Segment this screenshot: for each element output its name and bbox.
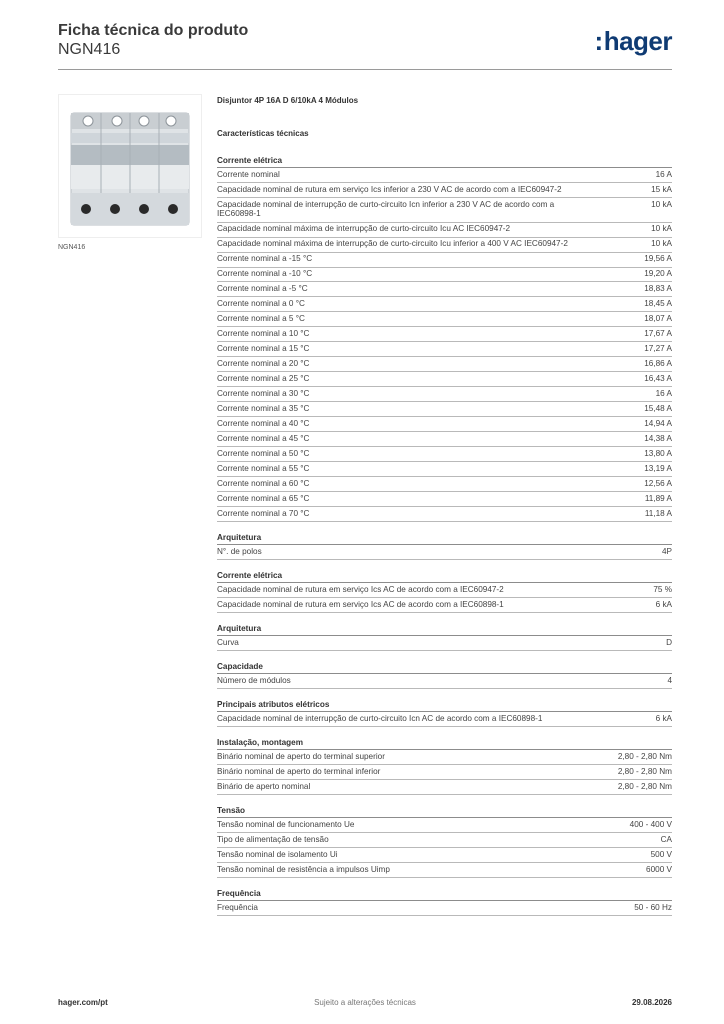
spec-value: 18,83 A: [644, 284, 672, 294]
spec-label: Número de módulos: [217, 675, 291, 685]
product-image: [58, 94, 202, 238]
spec-row: [217, 297, 672, 312]
spec-group-title: Frequência: [217, 888, 672, 901]
spec-row: [217, 863, 672, 878]
spec-value: 11,89 A: [644, 493, 672, 503]
spec-label: Corrente nominal a 55 °C: [217, 463, 310, 473]
spec-label: Corrente nominal: [217, 169, 280, 179]
product-code: NGN416: [58, 41, 121, 58]
spec-row: [217, 268, 672, 283]
spec-label: Corrente nominal a 10 °C: [217, 329, 310, 339]
spec-row: [217, 507, 672, 522]
spec-label: Capacidade nominal de rutura em serviço Ics AC de acordo com a IEC60947-2: [217, 584, 504, 594]
spec-row: [217, 780, 672, 795]
spec-row: [217, 253, 672, 268]
spec-label: Capacidade nominal de interrupção de curto-circuito Icn AC de acordo com a IEC60898-1: [217, 713, 543, 723]
spec-value: 4: [667, 675, 672, 685]
spec-label: Frequência: [217, 902, 258, 912]
spec-row: [217, 342, 672, 357]
spec-value: CA: [660, 834, 672, 844]
page-footer: [58, 998, 672, 1012]
spec-label: Tipo de alimentação de tensão: [217, 834, 329, 844]
spec-group: [217, 532, 672, 560]
spec-label: Corrente nominal a 50 °C: [217, 448, 310, 458]
spec-value: 11,18 A: [644, 508, 672, 518]
spec-value: 18,45 A: [644, 299, 672, 309]
spec-value: 400 - 400 V: [629, 819, 672, 829]
spec-label: Corrente nominal a 20 °C: [217, 359, 310, 368]
spec-value: 16 A: [655, 388, 672, 398]
spec-value: 18,07 A: [644, 314, 672, 324]
spec-row: [217, 636, 672, 651]
spec-row: [217, 312, 672, 327]
footer-notice: Sujeito a alterações técnicas: [314, 998, 416, 1007]
page-header: [58, 20, 672, 70]
spec-label: Corrente nominal a 40 °C: [217, 418, 310, 428]
spec-row: [217, 901, 672, 916]
spec-row: [217, 750, 672, 765]
spec-value: 16,43 A: [644, 373, 672, 383]
hager-logo: :hager: [594, 26, 672, 56]
spec-row: [217, 848, 672, 863]
spec-label: N°. de polos: [217, 546, 262, 556]
spec-label: Capacidade nominal de rutura em serviço Ics inferior a 230 V AC de acordo com a IEC60947-2: [217, 184, 562, 194]
spec-value: 50 - 60 Hz: [634, 902, 672, 912]
circuit-breaker-image: [59, 95, 201, 237]
spec-row: [217, 327, 672, 342]
image-caption: NGN416: [58, 244, 86, 251]
spec-row: [217, 712, 672, 727]
spec-label: Capacidade nominal de rutura em serviço Ics AC de acordo com a IEC60898-1: [217, 599, 504, 609]
spec-row: [217, 387, 672, 402]
spec-group-title: Instalação, montagem: [217, 737, 672, 750]
spec-value: 17,67 A: [644, 329, 672, 339]
spec-label: Binário de aperto nominal: [217, 781, 311, 791]
spec-row: [217, 168, 672, 183]
spec-group: [217, 737, 672, 795]
spec-row: [217, 818, 672, 833]
spec-label: Corrente nominal a 15 °C: [217, 344, 310, 354]
spec-label: Capacidade nominal máxima de interrupção de curto-circuito Icu AC IEC60947-2: [217, 224, 511, 234]
spec-group: [217, 623, 672, 651]
spec-value: 10 kA: [651, 224, 672, 234]
spec-row: [217, 198, 672, 223]
spec-value: 6000 V: [646, 864, 672, 874]
spec-group-title: Principais atributos elétricos: [217, 699, 672, 712]
spec-group: [217, 888, 672, 916]
spec-value: 2,80 - 2,80 Nm: [617, 766, 672, 776]
spec-row: [217, 417, 672, 432]
spec-value: 13,19 A: [644, 463, 672, 473]
product-description: Disjuntor 4P 16A D 6/10kA 4 Módulos: [217, 96, 359, 105]
spec-label: Binário nominal de aperto do terminal superior: [217, 751, 385, 761]
spec-row: [217, 477, 672, 492]
spec-group: [217, 661, 672, 689]
spec-label: Corrente nominal a 0 °C: [217, 299, 305, 309]
spec-value: 17,27 A: [644, 344, 672, 354]
spec-group: [217, 805, 672, 878]
spec-value: 2,80 - 2,80 Nm: [617, 751, 672, 761]
spec-label: Corrente nominal a 5 °C: [217, 314, 305, 324]
footer-date: 29.08.2026: [631, 998, 672, 1007]
spec-row: [217, 223, 672, 238]
spec-value: 75 %: [653, 584, 672, 594]
spec-value: 14,94 A: [644, 418, 672, 428]
spec-group: [217, 155, 672, 522]
spec-row: [217, 238, 672, 253]
spec-label: Capacidade nominal máxima de interrupção de curto-circuito Icu inferior a 400 V AC IEC60947-2: [217, 239, 568, 249]
spec-groups: [217, 155, 672, 916]
spec-value: 14,38 A: [644, 433, 672, 443]
spec-label: Corrente nominal a -15 °C: [217, 254, 313, 264]
spec-value: 10 kA: [651, 239, 672, 249]
spec-value: 16,86 A: [644, 359, 672, 368]
spec-row: [217, 492, 672, 507]
spec-row: [217, 545, 672, 560]
spec-label: Corrente nominal a 70 °C: [217, 508, 310, 518]
spec-value: D: [666, 637, 672, 647]
spec-group-title: Corrente elétrica: [217, 570, 672, 583]
spec-label: Corrente nominal a -5 °C: [217, 284, 308, 294]
spec-label: Curva: [217, 637, 239, 647]
spec-value: 16 A: [655, 169, 672, 179]
spec-value: 12,56 A: [644, 478, 672, 488]
spec-value: 15,48 A: [644, 403, 672, 413]
spec-label: Tensão nominal de funcionamento Ue: [217, 819, 355, 829]
spec-row: [217, 183, 672, 198]
spec-group: [217, 699, 672, 727]
spec-group-title: Arquitetura: [217, 532, 672, 545]
document-title: Ficha técnica do produto: [58, 22, 249, 39]
spec-value: 10 kA: [651, 199, 672, 209]
spec-label: Corrente nominal a 45 °C: [217, 433, 310, 443]
spec-value: 500 V: [650, 849, 672, 859]
spec-row: [217, 282, 672, 297]
specs-content: [217, 96, 672, 916]
spec-row: [217, 462, 672, 477]
spec-value: 15 kA: [651, 184, 672, 194]
spec-value: 13,80 A: [644, 448, 672, 458]
spec-value: 2,80 - 2,80 Nm: [617, 781, 672, 791]
spec-row: [217, 765, 672, 780]
spec-row: [217, 447, 672, 462]
spec-value: 19,56 A: [644, 254, 672, 264]
spec-label: Binário nominal de aperto do terminal inferior: [217, 766, 381, 776]
spec-label: Tensão nominal de resistência a impulsos Uimp: [217, 864, 390, 874]
spec-value: 6 kA: [655, 599, 672, 609]
spec-group-title: Capacidade: [217, 661, 672, 674]
spec-group-title: Tensão: [217, 805, 672, 818]
spec-row: [217, 833, 672, 848]
spec-group-title: Corrente elétrica: [217, 155, 672, 168]
footer-website: hager.com/pt: [58, 998, 108, 1007]
spec-value: 4P: [661, 546, 672, 556]
spec-label: Corrente nominal a -10 °C: [217, 269, 313, 279]
spec-row: [217, 598, 672, 613]
spec-row: [217, 674, 672, 689]
spec-label: Corrente nominal a 65 °C: [217, 493, 310, 503]
section-title: Características técnicas: [217, 129, 309, 138]
spec-row: [217, 432, 672, 447]
spec-label: Corrente nominal a 60 °C: [217, 478, 310, 488]
spec-row: [217, 357, 672, 372]
spec-group: [217, 570, 672, 613]
spec-label: Corrente nominal a 35 °C: [217, 403, 310, 413]
spec-label: Corrente nominal a 30 °C: [217, 388, 310, 398]
spec-value: 19,20 A: [644, 269, 672, 279]
spec-label: Corrente nominal a 25 °C: [217, 373, 310, 383]
spec-row: [217, 402, 672, 417]
spec-row: [217, 372, 672, 387]
spec-label: Tensão nominal de isolamento Ui: [217, 849, 338, 859]
spec-group-title: Arquitetura: [217, 623, 672, 636]
spec-label: Capacidade nominal de interrupção de curto-circuito Icn inferior a 230 V AC de acordo com a IEC60898-1: [217, 199, 555, 219]
logo-text: hager: [603, 26, 672, 56]
spec-value: 6 kA: [655, 713, 672, 723]
spec-row: [217, 583, 672, 598]
